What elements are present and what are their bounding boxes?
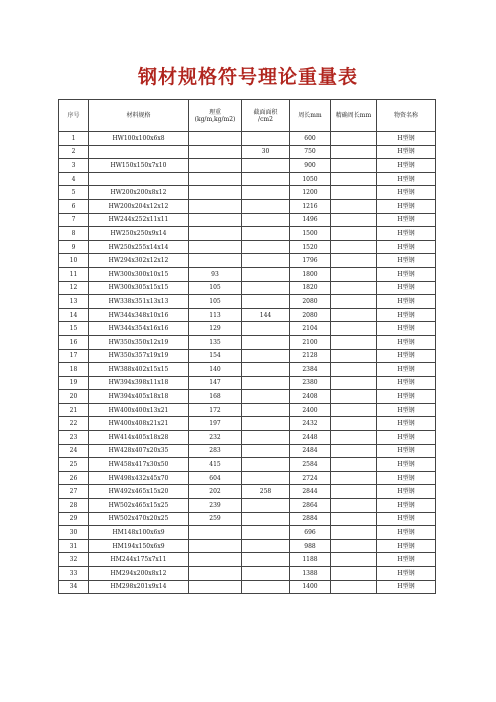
cell-area <box>242 376 290 390</box>
cell-precise-perimeter <box>331 376 377 390</box>
cell-spec: HW338x351x13x13 <box>89 295 189 309</box>
cell-weight <box>189 567 242 581</box>
cell-index: 21 <box>59 403 89 417</box>
cell-spec: HW492x465x15x20 <box>89 485 189 499</box>
cell-material-name: H型钢 <box>377 254 436 268</box>
cell-index: 27 <box>59 485 89 499</box>
cell-area <box>242 227 290 241</box>
cell-spec <box>89 172 189 186</box>
table-row <box>59 335 436 349</box>
cell-index: 29 <box>59 512 89 526</box>
cell-precise-perimeter <box>331 403 377 417</box>
table-row <box>59 213 436 227</box>
cell-precise-perimeter <box>331 281 377 295</box>
cell-spec: HM148x100x6x9 <box>89 526 189 540</box>
cell-material-name: H型钢 <box>377 431 436 445</box>
cell-material-name: H型钢 <box>377 403 436 417</box>
cell-precise-perimeter <box>331 322 377 336</box>
cell-spec: HW100x100x6x8 <box>89 132 189 146</box>
cell-weight: 105 <box>189 281 242 295</box>
cell-perimeter: 1800 <box>290 267 331 281</box>
table-row <box>59 376 436 390</box>
cell-weight: 105 <box>189 295 242 309</box>
cell-spec: HW150x150x7x10 <box>89 159 189 173</box>
cell-spec: HW350x350x12x19 <box>89 335 189 349</box>
cell-spec: HW294x302x12x12 <box>89 254 189 268</box>
cell-material-name: H型钢 <box>377 308 436 322</box>
cell-weight: 168 <box>189 390 242 404</box>
cell-index: 16 <box>59 335 89 349</box>
cell-weight: 113 <box>189 308 242 322</box>
cell-weight: 147 <box>189 376 242 390</box>
table-row <box>59 485 436 499</box>
cell-area <box>242 444 290 458</box>
cell-perimeter: 2448 <box>290 431 331 445</box>
cell-weight: 135 <box>189 335 242 349</box>
header-index: 序号 <box>59 100 89 132</box>
cell-perimeter: 1500 <box>290 227 331 241</box>
cell-material-name: H型钢 <box>377 499 436 513</box>
cell-perimeter: 1200 <box>290 186 331 200</box>
cell-material-name: H型钢 <box>377 580 436 594</box>
cell-spec: HW300x305x15x15 <box>89 281 189 295</box>
cell-material-name: H型钢 <box>377 145 436 159</box>
table-row <box>59 145 436 159</box>
cell-material-name: H型钢 <box>377 485 436 499</box>
cell-material-name: H型钢 <box>377 349 436 363</box>
cell-area <box>242 240 290 254</box>
cell-precise-perimeter <box>331 308 377 322</box>
table-header-row <box>59 100 436 132</box>
cell-precise-perimeter <box>331 172 377 186</box>
cell-area <box>242 403 290 417</box>
cell-area <box>242 458 290 472</box>
cell-index: 30 <box>59 526 89 540</box>
cell-material-name: H型钢 <box>377 471 436 485</box>
steel-weight-table <box>58 99 436 594</box>
cell-spec: HW414x405x18x28 <box>89 431 189 445</box>
cell-spec: HW498x432x45x70 <box>89 471 189 485</box>
cell-precise-perimeter <box>331 349 377 363</box>
cell-material-name: H型钢 <box>377 199 436 213</box>
cell-perimeter: 2400 <box>290 403 331 417</box>
cell-spec: HW400x400x13x21 <box>89 403 189 417</box>
cell-perimeter: 696 <box>290 526 331 540</box>
cell-index: 25 <box>59 458 89 472</box>
cell-material-name: H型钢 <box>377 376 436 390</box>
cell-weight: 140 <box>189 363 242 377</box>
table-row <box>59 199 436 213</box>
cell-material-name: H型钢 <box>377 281 436 295</box>
cell-area <box>242 512 290 526</box>
header-weight: 理重(kg/m,kg/m2) <box>189 100 242 132</box>
cell-index: 17 <box>59 349 89 363</box>
cell-weight: 232 <box>189 431 242 445</box>
cell-spec: HW200x204x12x12 <box>89 199 189 213</box>
cell-spec: HW344x354x16x16 <box>89 322 189 336</box>
cell-precise-perimeter <box>331 227 377 241</box>
cell-weight <box>189 213 242 227</box>
cell-precise-perimeter <box>331 471 377 485</box>
table-row <box>59 159 436 173</box>
cell-area <box>242 539 290 553</box>
cell-precise-perimeter <box>331 213 377 227</box>
table-row <box>59 403 436 417</box>
cell-area <box>242 213 290 227</box>
cell-index: 34 <box>59 580 89 594</box>
cell-precise-perimeter <box>331 580 377 594</box>
cell-precise-perimeter <box>331 267 377 281</box>
cell-perimeter: 2432 <box>290 417 331 431</box>
cell-weight <box>189 199 242 213</box>
cell-weight: 604 <box>189 471 242 485</box>
cell-spec: HW300x300x10x15 <box>89 267 189 281</box>
cell-area <box>242 580 290 594</box>
cell-material-name: H型钢 <box>377 417 436 431</box>
cell-spec: HM244x175x7x11 <box>89 553 189 567</box>
cell-weight <box>189 186 242 200</box>
cell-spec: HW250x250x9x14 <box>89 227 189 241</box>
table-row <box>59 349 436 363</box>
table-row <box>59 267 436 281</box>
cell-spec: HM298x201x9x14 <box>89 580 189 594</box>
cell-weight <box>189 132 242 146</box>
cell-perimeter: 2380 <box>290 376 331 390</box>
table-row <box>59 417 436 431</box>
cell-index: 3 <box>59 159 89 173</box>
cell-area <box>242 363 290 377</box>
cell-index: 33 <box>59 567 89 581</box>
cell-perimeter: 2080 <box>290 295 331 309</box>
cell-index: 10 <box>59 254 89 268</box>
table-row <box>59 363 436 377</box>
cell-material-name: H型钢 <box>377 172 436 186</box>
cell-index: 2 <box>59 145 89 159</box>
table-row <box>59 553 436 567</box>
cell-precise-perimeter <box>331 363 377 377</box>
cell-area <box>242 349 290 363</box>
cell-weight <box>189 539 242 553</box>
cell-precise-perimeter <box>331 526 377 540</box>
cell-precise-perimeter <box>331 417 377 431</box>
cell-weight: 202 <box>189 485 242 499</box>
cell-precise-perimeter <box>331 567 377 581</box>
cell-area: 144 <box>242 308 290 322</box>
cell-area: 258 <box>242 485 290 499</box>
cell-index: 11 <box>59 267 89 281</box>
cell-spec: HM194x150x6x9 <box>89 539 189 553</box>
cell-perimeter: 2104 <box>290 322 331 336</box>
cell-index: 31 <box>59 539 89 553</box>
cell-precise-perimeter <box>331 485 377 499</box>
header-area-line2: /cm2 <box>258 115 273 123</box>
cell-precise-perimeter <box>331 444 377 458</box>
cell-weight <box>189 526 242 540</box>
table-row <box>59 471 436 485</box>
cell-precise-perimeter <box>331 458 377 472</box>
cell-weight <box>189 159 242 173</box>
cell-precise-perimeter <box>331 553 377 567</box>
cell-weight: 197 <box>189 417 242 431</box>
cell-spec: HW458x417x30x50 <box>89 458 189 472</box>
cell-spec: HW394x405x18x18 <box>89 390 189 404</box>
cell-area: 30 <box>242 145 290 159</box>
cell-weight <box>189 145 242 159</box>
header-perimeter: 周长mm <box>290 100 331 132</box>
cell-material-name: H型钢 <box>377 512 436 526</box>
cell-precise-perimeter <box>331 539 377 553</box>
cell-perimeter: 2884 <box>290 512 331 526</box>
cell-spec: HW428x407x20x35 <box>89 444 189 458</box>
cell-weight: 239 <box>189 499 242 513</box>
cell-spec: HW250x255x14x14 <box>89 240 189 254</box>
cell-area <box>242 281 290 295</box>
cell-perimeter: 1520 <box>290 240 331 254</box>
table-row <box>59 295 436 309</box>
cell-perimeter: 600 <box>290 132 331 146</box>
table-row <box>59 172 436 186</box>
cell-index: 12 <box>59 281 89 295</box>
cell-material-name: H型钢 <box>377 322 436 336</box>
cell-spec: HW388x402x15x15 <box>89 363 189 377</box>
cell-perimeter: 1188 <box>290 553 331 567</box>
cell-perimeter: 1216 <box>290 199 331 213</box>
cell-spec: HW400x408x21x21 <box>89 417 189 431</box>
cell-perimeter: 2724 <box>290 471 331 485</box>
page-title: 钢材规格符号理论重量表 <box>137 66 358 88</box>
cell-area <box>242 172 290 186</box>
table-row <box>59 539 436 553</box>
table-row <box>59 499 436 513</box>
cell-area <box>242 295 290 309</box>
cell-precise-perimeter <box>331 295 377 309</box>
cell-precise-perimeter <box>331 159 377 173</box>
cell-material-name: H型钢 <box>377 267 436 281</box>
cell-weight <box>189 254 242 268</box>
table-row <box>59 458 436 472</box>
cell-index: 18 <box>59 363 89 377</box>
cell-precise-perimeter <box>331 132 377 146</box>
cell-weight <box>189 553 242 567</box>
cell-weight: 154 <box>189 349 242 363</box>
cell-index: 9 <box>59 240 89 254</box>
cell-area <box>242 132 290 146</box>
cell-area <box>242 526 290 540</box>
cell-area <box>242 471 290 485</box>
cell-material-name: H型钢 <box>377 458 436 472</box>
cell-material-name: H型钢 <box>377 539 436 553</box>
cell-index: 20 <box>59 390 89 404</box>
cell-material-name: H型钢 <box>377 132 436 146</box>
cell-index: 26 <box>59 471 89 485</box>
cell-perimeter: 1796 <box>290 254 331 268</box>
cell-perimeter: 2844 <box>290 485 331 499</box>
cell-precise-perimeter <box>331 199 377 213</box>
cell-precise-perimeter <box>331 254 377 268</box>
cell-index: 24 <box>59 444 89 458</box>
cell-material-name: H型钢 <box>377 526 436 540</box>
cell-index: 19 <box>59 376 89 390</box>
cell-precise-perimeter <box>331 186 377 200</box>
header-material-name: 物资名称 <box>377 100 436 132</box>
cell-area <box>242 553 290 567</box>
cell-precise-perimeter <box>331 431 377 445</box>
cell-weight: 415 <box>189 458 242 472</box>
cell-index: 23 <box>59 431 89 445</box>
cell-area <box>242 417 290 431</box>
table-row <box>59 132 436 146</box>
cell-material-name: H型钢 <box>377 363 436 377</box>
cell-index: 14 <box>59 308 89 322</box>
cell-area <box>242 159 290 173</box>
cell-area <box>242 267 290 281</box>
cell-perimeter: 2408 <box>290 390 331 404</box>
cell-index: 22 <box>59 417 89 431</box>
cell-precise-perimeter <box>331 240 377 254</box>
cell-spec: HW344x348x10x16 <box>89 308 189 322</box>
table-row <box>59 186 436 200</box>
header-area <box>242 100 290 132</box>
cell-area <box>242 322 290 336</box>
cell-index: 6 <box>59 199 89 213</box>
header-precise-perimeter: 精确周长mm <box>331 100 377 132</box>
cell-index: 7 <box>59 213 89 227</box>
table-row <box>59 512 436 526</box>
cell-area <box>242 254 290 268</box>
cell-index: 5 <box>59 186 89 200</box>
table-row <box>59 308 436 322</box>
cell-material-name: H型钢 <box>377 227 436 241</box>
cell-spec: HM294x200x8x12 <box>89 567 189 581</box>
cell-perimeter: 1400 <box>290 580 331 594</box>
cell-spec: HW394x398x11x18 <box>89 376 189 390</box>
cell-area <box>242 335 290 349</box>
cell-material-name: H型钢 <box>377 553 436 567</box>
cell-precise-perimeter <box>331 145 377 159</box>
cell-precise-perimeter <box>331 390 377 404</box>
cell-perimeter: 1050 <box>290 172 331 186</box>
cell-perimeter: 2584 <box>290 458 331 472</box>
header-area-line1: 截面面积 <box>253 108 278 116</box>
table-row <box>59 281 436 295</box>
cell-spec: HW502x465x15x25 <box>89 499 189 513</box>
cell-perimeter: 1388 <box>290 567 331 581</box>
table-row <box>59 567 436 581</box>
cell-index: 1 <box>59 132 89 146</box>
cell-material-name: H型钢 <box>377 567 436 581</box>
cell-weight <box>189 580 242 594</box>
cell-index: 8 <box>59 227 89 241</box>
cell-weight <box>189 240 242 254</box>
cell-area <box>242 431 290 445</box>
table-row <box>59 390 436 404</box>
cell-material-name: H型钢 <box>377 295 436 309</box>
cell-area <box>242 186 290 200</box>
cell-area <box>242 499 290 513</box>
cell-perimeter: 2080 <box>290 308 331 322</box>
cell-index: 28 <box>59 499 89 513</box>
cell-perimeter: 2484 <box>290 444 331 458</box>
cell-precise-perimeter <box>331 499 377 513</box>
cell-index: 15 <box>59 322 89 336</box>
cell-area <box>242 199 290 213</box>
table-row <box>59 580 436 594</box>
cell-perimeter: 750 <box>290 145 331 159</box>
table-row <box>59 240 436 254</box>
cell-area <box>242 567 290 581</box>
cell-weight: 283 <box>189 444 242 458</box>
table-row <box>59 254 436 268</box>
cell-perimeter: 2128 <box>290 349 331 363</box>
cell-area <box>242 390 290 404</box>
cell-weight <box>189 172 242 186</box>
cell-perimeter: 2100 <box>290 335 331 349</box>
table-row <box>59 444 436 458</box>
cell-material-name: H型钢 <box>377 335 436 349</box>
cell-spec: HW244x252x11x11 <box>89 213 189 227</box>
cell-perimeter: 2384 <box>290 363 331 377</box>
cell-spec: HW200x200x8x12 <box>89 186 189 200</box>
cell-weight <box>189 227 242 241</box>
cell-spec: HW350x357x19x19 <box>89 349 189 363</box>
header-spec: 材料规格 <box>89 100 189 132</box>
cell-perimeter: 988 <box>290 539 331 553</box>
table-row <box>59 431 436 445</box>
table-row <box>59 227 436 241</box>
cell-material-name: H型钢 <box>377 186 436 200</box>
cell-spec <box>89 145 189 159</box>
cell-material-name: H型钢 <box>377 444 436 458</box>
cell-weight: 129 <box>189 322 242 336</box>
cell-material-name: H型钢 <box>377 213 436 227</box>
cell-material-name: H型钢 <box>377 159 436 173</box>
cell-material-name: H型钢 <box>377 390 436 404</box>
cell-weight: 93 <box>189 267 242 281</box>
cell-perimeter: 2864 <box>290 499 331 513</box>
cell-index: 32 <box>59 553 89 567</box>
cell-spec: HW502x470x20x25 <box>89 512 189 526</box>
cell-perimeter: 900 <box>290 159 331 173</box>
table-body <box>59 132 436 594</box>
cell-perimeter: 1496 <box>290 213 331 227</box>
cell-material-name: H型钢 <box>377 240 436 254</box>
table-row <box>59 322 436 336</box>
cell-index: 4 <box>59 172 89 186</box>
cell-precise-perimeter <box>331 512 377 526</box>
cell-perimeter: 1820 <box>290 281 331 295</box>
cell-weight: 259 <box>189 512 242 526</box>
cell-precise-perimeter <box>331 335 377 349</box>
cell-weight: 172 <box>189 403 242 417</box>
cell-index: 13 <box>59 295 89 309</box>
table-row <box>59 526 436 540</box>
